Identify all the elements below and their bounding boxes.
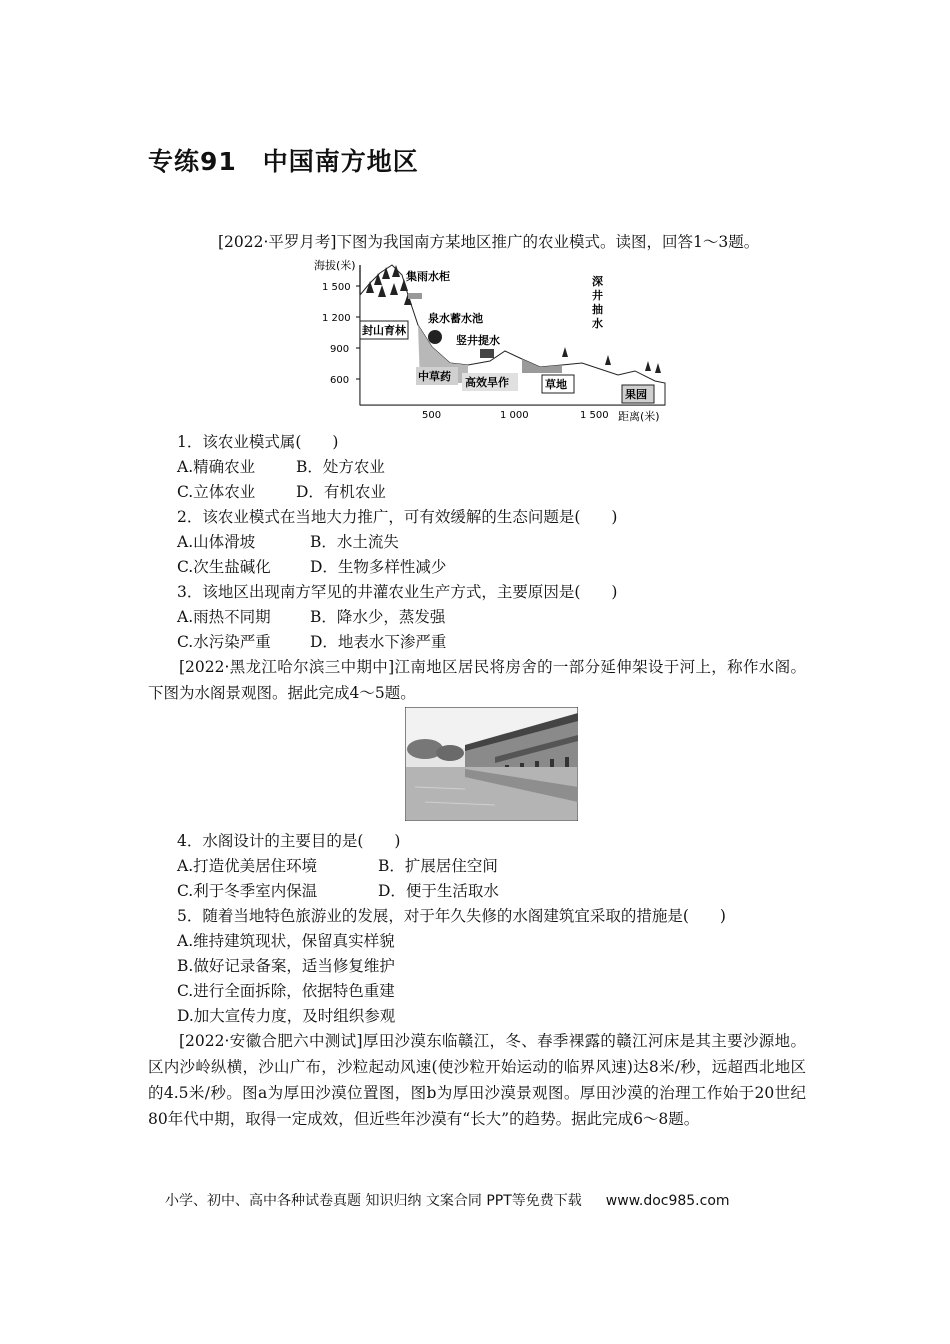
label-deep-well-4: 水 (592, 317, 603, 330)
x-axis-title: 距离(米) (618, 410, 660, 423)
label-well: 竖井提水 (456, 334, 500, 347)
q2-option-b: B．水土流失 (310, 533, 399, 551)
q1-stem: 1．该农业模式属( ) (177, 433, 339, 451)
q5-option-a: A.维持建筑现状，保留真实样貌 (177, 932, 395, 950)
y-axis-title: 海拔(米) (314, 259, 356, 272)
q4-option-b: B．扩展居住空间 (378, 857, 498, 875)
label-spring-pool: 泉水蓄水池 (428, 312, 483, 325)
footer-text: 小学、初中、高中各种试卷真题 知识归纳 文案合同 PPT等免费下载 (165, 1193, 582, 1209)
agriculture-profile-diagram (300, 255, 680, 425)
q2-option-c: C.次生盐碱化 (177, 558, 271, 576)
intro-paragraph-3: [2022·安徽合肥六中测试]厚田沙漠东临赣江，冬、春季裸露的赣江河床是其主要沙源地。区内沙岭纵横，沙山广布，沙粒起动风速(使沙粒开始运动的临界风速)达8米/秒，远超西北地区的4.5米/秒。图a为厚田沙漠位置图，图b为厚田沙漠景观图。厚田沙漠的治理工作始于20世纪80年代中期，取得一定成效，但近些年沙漠有“长大”的趋势。据此完成6～8题。 (148, 1032, 806, 1128)
y-tick: 1 200 (322, 313, 351, 324)
q5-stem: 5．随着当地特色旅游业的发展，对于年久失修的水阁建筑宜采取的措施是( ) (177, 907, 726, 925)
q2-option-d: D．生物多样性减少 (310, 558, 447, 576)
intro-paragraph-2: [2022·黑龙江哈尔滨三中期中]江南地区居民将房舍的一部分延伸架设于河上，称作水阁。下图为水阁景观图。据此完成4～5题。 (148, 658, 806, 702)
q3-option-a: A.雨热不同期 (177, 608, 271, 626)
x-tick: 1 000 (500, 410, 529, 421)
footer-url[interactable]: www.doc985.com (605, 1193, 730, 1209)
water-pavilion-photo (405, 707, 578, 821)
label-deep-well-3: 抽 (592, 303, 603, 316)
q5-option-d: D.加大宣传力度，及时组织参观 (177, 1007, 396, 1025)
label-herbs: 中草药 (418, 370, 451, 383)
q3-option-b: B．降水少，蒸发强 (310, 608, 446, 626)
q5-option-c: C.进行全面拆除，依据特色重建 (177, 982, 395, 1000)
q3-option-c: C.水污染严重 (177, 633, 271, 651)
x-tick: 500 (422, 410, 442, 421)
q2-option-a: A.山体滑坡 (177, 533, 256, 551)
footer (165, 1190, 730, 1210)
q1-option-a: A.精确农业 (177, 458, 256, 476)
page-title: 专练91 中国南方地区 (148, 147, 419, 176)
q1-option-d: D．有机农业 (296, 483, 386, 501)
label-grassland: 草地 (545, 378, 567, 391)
q4-option-d: D．便于生活取水 (378, 882, 499, 900)
label-rain-cabinet: 集雨水柜 (406, 270, 450, 283)
x-tick: 1 500 (580, 410, 609, 421)
q2-stem: 2．该农业模式在当地大力推广，可有效缓解的生态问题是( ) (177, 508, 618, 526)
label-deep-well-2: 井 (592, 289, 603, 302)
q3-stem: 3．该地区出现南方罕见的井灌农业生产方式，主要原因是( ) (177, 583, 618, 601)
q4-option-c: C.利于冬季室内保温 (177, 882, 318, 900)
label-dry-crops: 高效旱作 (465, 376, 509, 389)
label-orchard: 果园 (625, 388, 647, 401)
intro-paragraph-1: [2022·平罗月考]下图为我国南方某地区推广的农业模式。读图，回答1～3题。 (218, 233, 760, 251)
q1-option-c: C.立体农业 (177, 483, 256, 501)
q5-option-b: B.做好记录备案，适当修复维护 (177, 957, 395, 975)
y-tick: 1 500 (322, 282, 351, 293)
q4-stem: 4．水阁设计的主要目的是( ) (177, 832, 401, 850)
y-tick: 600 (330, 375, 350, 386)
q4-option-a: A.打造优美居住环境 (177, 857, 318, 875)
label-forest: 封山育林 (362, 324, 406, 337)
q1-option-b: B．处方农业 (296, 458, 385, 476)
q3-option-d: D．地表水下渗严重 (310, 633, 447, 651)
y-tick: 900 (330, 344, 350, 355)
label-deep-well-1: 深 (592, 275, 603, 288)
